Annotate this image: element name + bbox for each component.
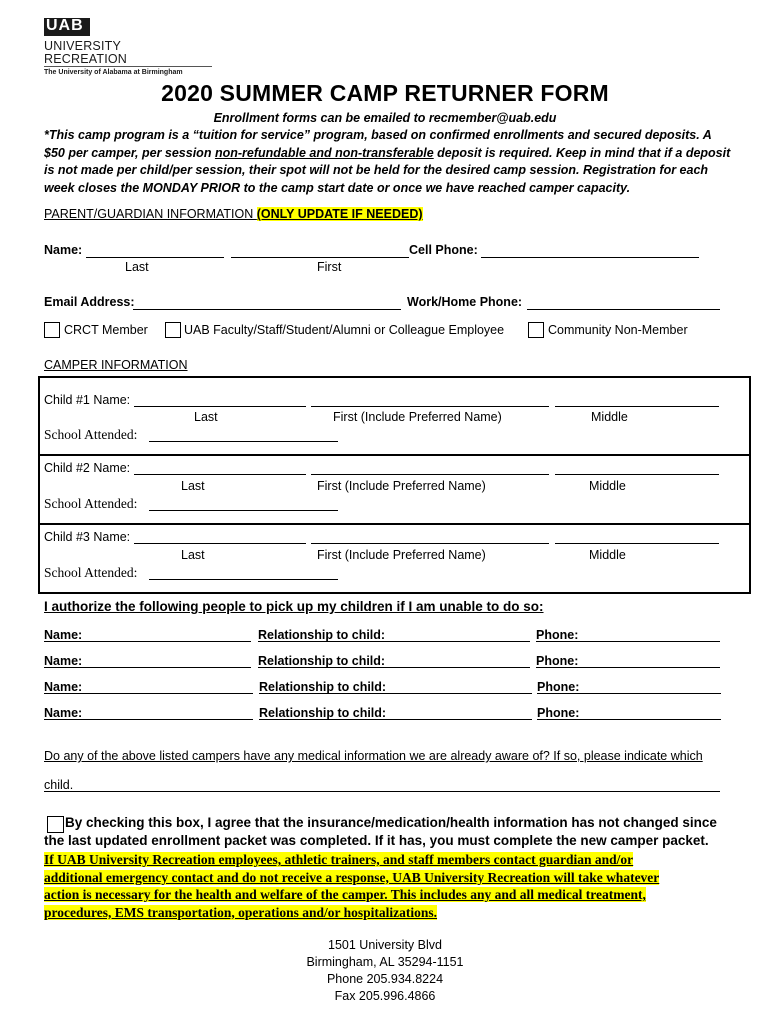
child-3-last-caption: Last	[181, 548, 205, 562]
parent-heading-highlight: (ONLY UPDATE IF NEEDED)	[256, 207, 423, 221]
parent-first-name-field[interactable]	[231, 257, 409, 258]
pickup-3-phone-field[interactable]	[537, 693, 721, 694]
pickup-4-name-label: Name:	[44, 706, 83, 720]
pickup-4-rel-field[interactable]	[259, 719, 532, 720]
pickup-3-name-label: Name:	[44, 680, 83, 694]
notice-part-a: *This camp program is a “tuition for service” program, based on confirmed enrollments and secured deposits. A $50 per camper, per session	[44, 128, 712, 160]
logo-subtitle: The University of Alabama at Birmingham	[44, 69, 183, 76]
cell-phone-field[interactable]	[481, 257, 699, 258]
logo-line-2: RECREATION	[44, 52, 128, 66]
child-2-last-caption: Last	[181, 479, 205, 493]
pickup-3-name-field[interactable]	[44, 693, 253, 694]
parent-last-name-field[interactable]	[86, 257, 224, 258]
notice-part-b: deposit is required. Keep in mind that if a deposit is not made per child/per session, their spot will not be held for the desired camp session. Registration for each week closes the MONDAY PRIOR to the camp start date or once we have reached camper capacity.	[44, 145, 731, 195]
pickup-heading: I authorize the following people to pick up my children if I am unable to do so:	[44, 599, 544, 614]
medical-answer-field[interactable]	[44, 791, 720, 792]
community-member-checkbox[interactable]	[528, 322, 544, 338]
camper-heading: CAMPER INFORMATION	[44, 358, 188, 372]
email-instructions: Enrollment forms can be emailed to recmember@uab.edu	[213, 111, 557, 125]
logo-line-1: UNIVERSITY	[44, 39, 122, 53]
child-2-school-field[interactable]	[149, 510, 338, 511]
pickup-4-phone-field[interactable]	[537, 719, 721, 720]
logo-divider	[44, 66, 212, 67]
emergency-line-3: action is necessary for the health and welfare of the camper. This includes any and all medical treatment,	[44, 887, 646, 902]
pickup-3-rel-field[interactable]	[259, 693, 532, 694]
child-3-label: Child #3 Name:	[44, 530, 131, 544]
child-3-middle-caption: Middle	[589, 548, 626, 562]
emergency-notice	[44, 851, 744, 921]
cell-phone-label: Cell Phone:	[409, 243, 478, 257]
parent-heading	[44, 207, 423, 221]
child-2-first-caption: First (Include Preferred Name)	[317, 479, 486, 493]
child-1-last-field[interactable]	[134, 406, 306, 407]
child-3-school-label: School Attended:	[44, 565, 138, 580]
child-2-school-label: School Attended:	[44, 496, 138, 511]
pickup-4-rel-label: Relationship to child:	[259, 706, 387, 720]
work-phone-label: Work/Home Phone:	[407, 295, 523, 309]
pickup-1-phone-field[interactable]	[536, 641, 720, 642]
child-1-middle-caption: Middle	[591, 410, 628, 424]
pickup-4-name-field[interactable]	[44, 719, 253, 720]
pickup-2-phone-field[interactable]	[536, 667, 720, 668]
child-3-last-field[interactable]	[134, 543, 306, 544]
child-1-school-field[interactable]	[149, 441, 338, 442]
uab-faculty-label: UAB Faculty/Staff/Student/Alumni or Colleague Employee	[184, 323, 505, 337]
emergency-line-1: If UAB University Recreation employees, athletic trainers, and staff members contact guardian and/or	[44, 852, 634, 867]
pickup-2-rel-field[interactable]	[258, 667, 530, 668]
pickup-2-rel-label: Relationship to child:	[258, 654, 386, 668]
child-1-first-caption: First (Include Preferred Name)	[333, 410, 502, 424]
work-phone-field[interactable]	[527, 309, 720, 310]
child-3-first-field[interactable]	[311, 543, 549, 544]
pickup-4-phone-label: Phone:	[537, 706, 580, 720]
pickup-3-phone-label: Phone:	[537, 680, 580, 694]
child-1-label: Child #1 Name:	[44, 393, 131, 407]
uab-faculty-checkbox[interactable]	[165, 322, 181, 338]
community-member-label: Community Non-Member	[548, 323, 688, 337]
pickup-2-phone-label: Phone:	[536, 654, 579, 668]
child-3-middle-field[interactable]	[555, 543, 719, 544]
last-caption: Last	[125, 260, 149, 274]
child-2-middle-field[interactable]	[555, 474, 719, 475]
child-2-last-field[interactable]	[134, 474, 306, 475]
child-2-middle-caption: Middle	[589, 479, 626, 493]
emergency-line-4: procedures, EMS transportation, operations and/or hospitalizations.	[44, 904, 438, 920]
child-3-school-field[interactable]	[149, 579, 338, 580]
footer-address-2: Birmingham, AL 35294-1151	[306, 955, 464, 969]
child-1-last-caption: Last	[194, 410, 218, 424]
crct-member-checkbox[interactable]	[44, 322, 60, 338]
agreement-line-1: By checking this box, I agree that the insurance/medication/health information has not changed since	[65, 815, 717, 830]
crct-member-label: CRCT Member	[64, 323, 148, 337]
pickup-1-rel-field[interactable]	[258, 641, 530, 642]
footer-fax: Fax 205.996.4866	[334, 989, 436, 1003]
first-caption: First	[317, 260, 342, 274]
emergency-line-2: additional emergency contact and do not receive a response, UAB University Recreation will take whatever	[44, 869, 660, 885]
child-1-school-label: School Attended:	[44, 427, 138, 442]
child-2-label: Child #2 Name:	[44, 461, 131, 475]
pickup-2-name-label: Name:	[44, 654, 83, 668]
agreement-checkbox[interactable]	[47, 816, 64, 833]
parent-heading-text: PARENT/GUARDIAN INFORMATION	[44, 207, 257, 221]
pickup-1-phone-label: Phone:	[536, 628, 579, 642]
email-label: Email Address:	[44, 295, 135, 309]
pickup-2-name-field[interactable]	[44, 667, 251, 668]
page-title: 2020 SUMMER CAMP RETURNER FORM	[161, 80, 609, 106]
child-3-first-caption: First (Include Preferred Name)	[317, 548, 486, 562]
child-1-first-field[interactable]	[311, 406, 549, 407]
pickup-1-name-label: Name:	[44, 628, 83, 642]
pickup-1-rel-label: Relationship to child:	[258, 628, 386, 642]
agreement-line-2: the last updated enrollment packet was completed. If it has, you must complete the new camper packet.	[44, 833, 709, 848]
child-1-middle-field[interactable]	[555, 406, 719, 407]
email-field[interactable]	[133, 309, 401, 310]
child-2-first-field[interactable]	[311, 474, 549, 475]
pickup-1-name-field[interactable]	[44, 641, 251, 642]
uab-logo-mark-text: UAB	[46, 17, 84, 34]
footer-address-1: 1501 University Blvd	[328, 938, 442, 952]
notice-non-refundable: non-refundable and non-transferable	[214, 145, 434, 160]
footer-phone: Phone 205.934.8224	[326, 972, 444, 986]
medical-question-end: child.	[44, 778, 74, 792]
pickup-3-rel-label: Relationship to child:	[259, 680, 387, 694]
medical-question: Do any of the above listed campers have any medical information we are already aware of? If so, please indicate which	[44, 749, 703, 763]
program-notice	[44, 127, 734, 197]
parent-name-label: Name:	[44, 243, 83, 257]
